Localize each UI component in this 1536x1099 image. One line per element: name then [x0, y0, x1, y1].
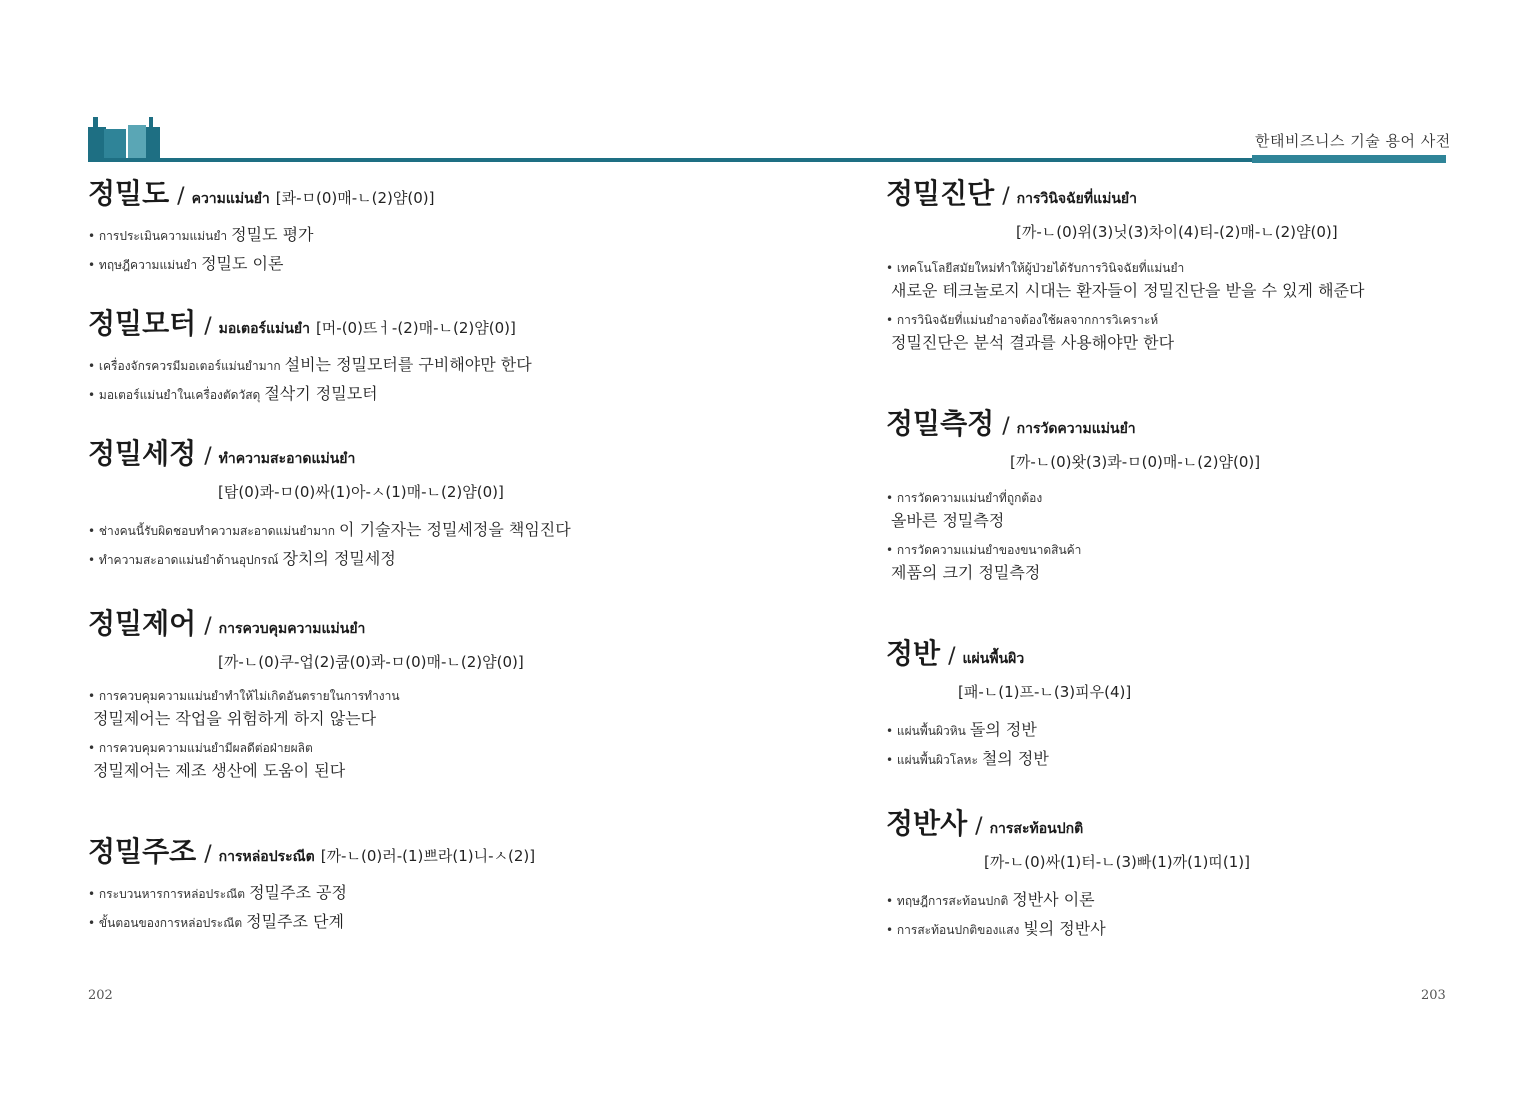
header-title-underline — [1252, 155, 1446, 163]
page-number-left: 202 — [88, 988, 113, 1003]
pronunciation: [까-ㄴ(0)쿠-업(2)쿰(0)콰-ㅁ(0)매-ㄴ(2)얌(0)] — [218, 653, 524, 671]
headword: 정밀진단 — [886, 177, 995, 210]
example: • การสะท้อนปกติของแสง 빛의 정반사 — [886, 919, 1106, 938]
headword: 정밀주조 — [88, 835, 197, 868]
example: • การประเมินความแม่นยำ 정밀도 평가 — [88, 225, 314, 244]
pronunciation: [콰-ㅁ(0)매-ㄴ(2)얌(0)] — [275, 189, 435, 207]
example: • การวัดความแม่นยำที่ถูกต้อง 올바른 정밀측정 — [886, 491, 1043, 530]
translation: การควบคุมความแม่นยำ — [218, 621, 366, 637]
translation: ความแม่นยำ — [191, 191, 270, 207]
headword: 정밀세정 — [88, 437, 197, 470]
entry-left-0: 정밀도 / ความแม่นยำ [콰-ㅁ(0)매-ㄴ(2)얌(0)] • การประเมินความแม่นยำ 정밀도 평가 • ทฤษฎีความแม่นยำ 정밀도 이론 — [88, 176, 435, 277]
translation: การสะท้อนปกติ — [989, 821, 1084, 837]
translation: การวัดความแม่นยำ — [1016, 421, 1136, 437]
translation: ทำความสะอาดแม่นยำ — [218, 451, 356, 467]
entry-left-3: 정밀제어 / การควบคุมความแม่นยำ [까-ㄴ(0)쿠-업(2)쿰(0)콰-ㅁ(0)매-ㄴ(2)얌(0)] • การควบคุมความแม่นยำทำให้ไม่เกิดอันตรายในการทำงาน 정밀제어는 작업을 위험하게 하지 않는다 • การควบคุมความแม่นยำมีผลดีต่อฝ่ายผลิต 정밀제어는 제조 생산에 도움이 된다 — [88, 606, 524, 784]
example: • การควบคุมความแม่นยำมีผลดีต่อฝ่ายผลิต 정밀제어는 제조 생산에 도움이 된다 — [88, 741, 346, 780]
example: • ทฤษฎีความแม่นยำ 정밀도 이론 — [88, 254, 284, 273]
pronunciation: [까-ㄴ(0)위(3)닛(3)차이(4)티-(2)매-ㄴ(2)얌(0)] — [1016, 223, 1338, 241]
headword: 정밀도 — [88, 177, 170, 210]
example: • กระบวนหารการหล่อประณีต 정밀주조 공정 — [88, 883, 347, 902]
example: • แผ่นพื้นผิวโลหะ 철의 정반 — [886, 749, 1049, 768]
example: • การวินิจฉัยที่แม่นยำอาจต้องใช้ผลจากการวิเคราะห์ 정밀진단은 분석 결과를 사용해야만 한다 — [886, 313, 1175, 352]
pronunciation: [탐(0)콰-ㅁ(0)싸(1)아-ㅅ(1)매-ㄴ(2)얌(0)] — [218, 483, 504, 501]
headword: 정밀측정 — [886, 407, 995, 440]
entry-right-3: 정반사 / การสะท้อนปกติ [까-ㄴ(0)싸(1)터-ㄴ(3)빠(1)까(1)띠(1)] • ทฤษฎีการสะท้อนปกติ 정반사 이론 • การสะท้อนปกติของแสง 빛의 정반사 — [886, 806, 1250, 942]
entry-left-2: 정밀세정 / ทำความสะอาดแม่นยำ [탐(0)콰-ㅁ(0)싸(1)아-ㅅ(1)매-ㄴ(2)얌(0)] • ช่างคนนี้รับผิดชอบทำความสะอาดแม่นยำมาก 이 기술자는 정밀세정을 책임진다 • ทำความสะอาดแม่นยำด้านอุปกรณ์ 장치의 정밀세정 — [88, 436, 571, 572]
entry-left-1: 정밀모터 / มอเตอร์แม่นยำ [머-(0)뜨ㅓ-(2)매-ㄴ(2)얌(0)] • เครื่องจักรควรมีมอเตอร์แม่นยำมาก 설비는 정밀모터를 구비해야만 한다 • มอเตอร์แม่นยำในเครื่องตัดวัสดุ 절삭기 정밀모터 — [88, 306, 532, 407]
pronunciation: [패-ㄴ(1)프-ㄴ(3)피우(4)] — [958, 683, 1132, 701]
header-decoration — [88, 117, 160, 161]
example: • การวัดความแม่นยำของขนาดสินค้า 제품의 크기 정밀측정 — [886, 543, 1082, 582]
entry-left-4: 정밀주조 / การหล่อประณีต [까-ㄴ(0)러-(1)쁘라(1)니-ㅅ(2)] • กระบวนหารการหล่อประณีต 정밀주조 공정 • ขั้นตอนของการหล่อประณีต 정밀주조 단계 — [88, 834, 535, 935]
example: • ทฤษฎีการสะท้อนปกติ 정반사 이론 — [886, 890, 1095, 909]
pronunciation: [머-(0)뜨ㅓ-(2)매-ㄴ(2)얌(0)] — [315, 319, 516, 337]
example: • เครื่องจักรควรมีมอเตอร์แม่นยำมาก 설비는 정밀모터를 구비해야만 한다 — [88, 355, 532, 374]
example: • ทำความสะอาดแม่นยำด้านอุปกรณ์ 장치의 정밀세정 — [88, 549, 396, 568]
example: • เทคโนโลยีสมัยใหม่ทำให้ผู้ป่วยได้รับการวินิจฉัยที่แม่นยำ 새로운 테크놀로지 시대는 환자들이 정밀진단을 받을 수 있게 해준다 — [886, 261, 1365, 300]
pronunciation: [까-ㄴ(0)싸(1)터-ㄴ(3)빠(1)까(1)띠(1)] — [984, 853, 1250, 871]
headword: 정밀모터 — [88, 307, 197, 340]
translation: การวินิจฉัยที่แม่นยำ — [1016, 191, 1137, 207]
pronunciation: [까-ㄴ(0)러-(1)쁘라(1)니-ㅅ(2)] — [320, 847, 536, 865]
headword: 정반 — [886, 637, 941, 670]
example: • ขั้นตอนของการหล่อประณีต 정밀주조 단계 — [88, 912, 344, 931]
page-number-right: 203 — [1421, 988, 1446, 1003]
header-title: 한태비즈니스 기술 용어 사전 — [1255, 132, 1451, 150]
entry-right-1: 정밀측정 / การวัดความแม่นยำ [까-ㄴ(0)왓(3)콰-ㅁ(0)매-ㄴ(2)얌(0)] • การวัดความแม่นยำที่ถูกต้อง 올바른 정밀측정 • การวัดความแม่นยำของขนาดสินค้า 제품의 크기 정밀측정 — [886, 406, 1260, 586]
example: • ช่างคนนี้รับผิดชอบทำความสะอาดแม่นยำมาก 이 기술자는 정밀세정을 책임진다 — [88, 520, 571, 539]
translation: แผ่นพื้นผิว — [962, 651, 1025, 667]
entry-right-2: 정반 / แผ่นพื้นผิว [패-ㄴ(1)프-ㄴ(3)피우(4)] • แผ่นพื้นผิวหิน 돌의 정반 • แผ่นพื้นผิวโลหะ 철의 정반 — [886, 636, 1131, 772]
translation: มอเตอร์แม่นยำ — [218, 321, 310, 337]
headword: 정반사 — [886, 807, 968, 840]
entry-right-0: 정밀진단 / การวินิจฉัยที่แม่นยำ [까-ㄴ(0)위(3)닛(3)차이(4)티-(2)매-ㄴ(2)얌(0)] • เทคโนโลยีสมัยใหม่ทำให้ผู้ป่วยได้รับการวินิจฉัยที่แม่นยำ 새로운 테크놀로지 시대는 환자들이 정밀진단을 받을 수 있게 해준다 • การวินิจฉัยที่แม่นยำอาจต้องใช้ผลจากการวิเคราะห์ 정밀진단은 분석 결과를 사용해야만 한다 — [886, 176, 1364, 356]
example: • มอเตอร์แม่นยำในเครื่องตัดวัสดุ 절삭기 정밀모터 — [88, 384, 378, 403]
headword: 정밀제어 — [88, 607, 197, 640]
example: • แผ่นพื้นผิวหิน 돌의 정반 — [886, 720, 1037, 739]
header-rule — [88, 158, 1446, 162]
example: • การควบคุมความแม่นยำทำให้ไม่เกิดอันตรายในการทำงาน 정밀제어는 작업을 위험하게 하지 않는다 — [88, 689, 400, 728]
pronunciation: [까-ㄴ(0)왓(3)콰-ㅁ(0)매-ㄴ(2)얌(0)] — [1010, 453, 1261, 471]
translation: การหล่อประณีต — [218, 849, 315, 865]
